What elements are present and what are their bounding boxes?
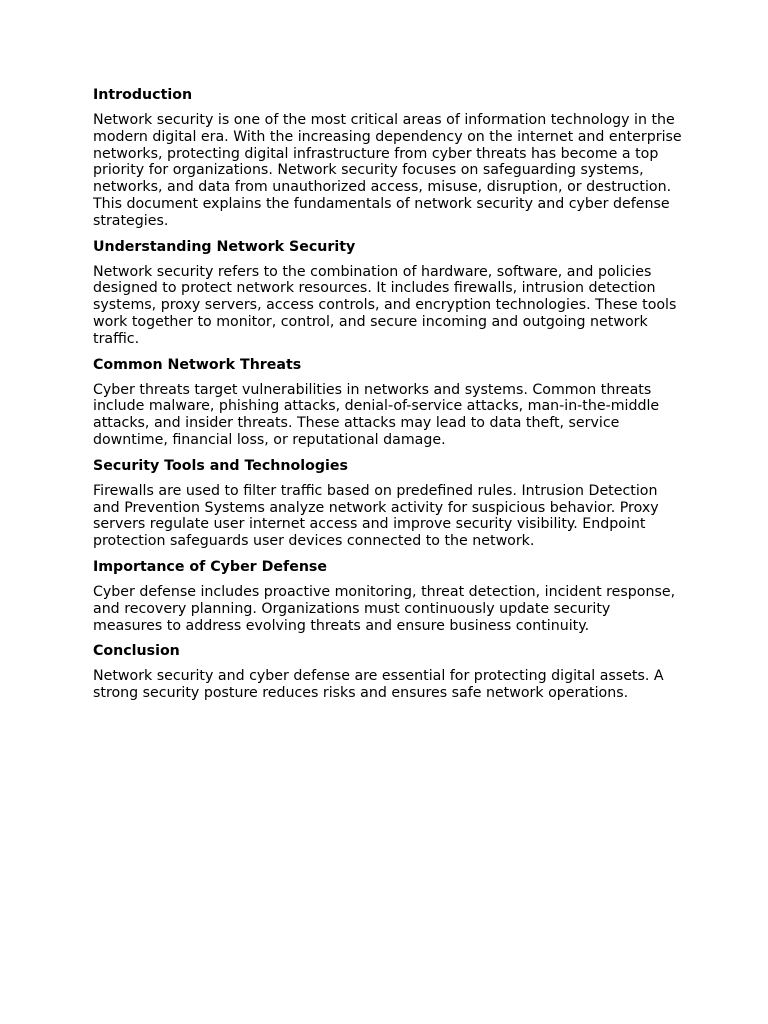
section-heading-security-tools: Security Tools and Technologies bbox=[93, 457, 348, 474]
section-body-common-network-threats: Cyber threats target vulnerabilities in networks and systems. Common threats include malware, phishing attacks, denial-of-service attacks, man-in-the-middle attacks, and insider threats. These attacks may lead to data theft, service downtime, financial loss, or reputational damage. bbox=[93, 381, 660, 448]
section-body-cyber-defense: Cyber defense includes proactive monitoring, threat detection, incident response, and recovery planning. Organizations must continuously update security measures to address evolving threats and ensure business continuity. bbox=[93, 583, 676, 634]
section-heading-conclusion: Conclusion bbox=[93, 643, 180, 660]
section-body-conclusion: Network security and cyber defense are essential for protecting digital assets. A strong security posture reduces risks and ensures safe network operations. bbox=[93, 668, 664, 702]
section-body-security-tools: Firewalls are used to filter traffic based on predefined rules. Intrusion Detection and Prevention Systems analyze network activity for suspicious behavior. Proxy servers regulate user internet access and improve security visibility. Endpoint protection safeguards user devices connected to the network. bbox=[93, 482, 659, 550]
section-heading-introduction: Introduction bbox=[93, 87, 193, 103]
section-heading-common-network-threats: Common Network Threats bbox=[93, 356, 302, 373]
document-page bbox=[93, 86, 683, 710]
section-body-understanding-network-security: Network security refers to the combination of hardware, software, and policies designed to protect network resources. It includes firewalls, intrusion detection systems, proxy servers, access controls, and encryption technologies. These tools work together to monitor, control, and secure incoming and outgoing network traffic. bbox=[93, 263, 677, 347]
section-body-introduction: Network security is one of the most critical areas of information technology in the modern digital era. With the increasing dependency on the internet and enterprise networks, protecting digital infrastructure from cyber threats has become a top priority for organizations. Network security focuses on safeguarding systems, networks, and data from unauthorized access, misuse, disruption, or destruction. This document explains the fundamentals of network security and cyber defense strategies. bbox=[93, 112, 682, 229]
section-heading-cyber-defense: Importance of Cyber Defense bbox=[93, 558, 327, 575]
section-heading-understanding-network-security: Understanding Network Security bbox=[93, 238, 356, 255]
